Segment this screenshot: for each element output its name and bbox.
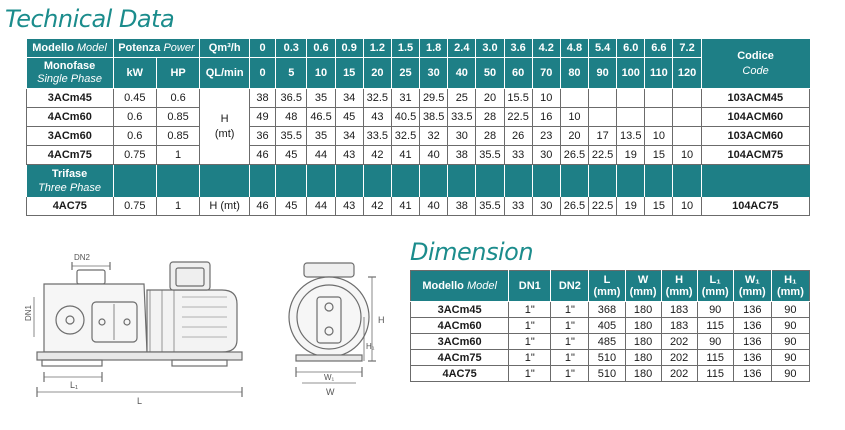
label-l: L	[137, 396, 143, 406]
head-value-cell: 48	[276, 108, 307, 127]
head-value-cell: 30	[532, 146, 560, 165]
dn2-cell: 1"	[551, 350, 589, 366]
head-value-cell: 35	[307, 127, 335, 146]
table-row	[27, 89, 810, 108]
flow-m3h-cell: 1.2	[363, 39, 391, 58]
head-value-cell	[617, 89, 645, 108]
hp-cell: 0.85	[156, 127, 199, 146]
head-value-cell: 28	[476, 127, 504, 146]
label-w: W	[326, 387, 335, 397]
flow-m3h-cell: 6.6	[645, 39, 673, 58]
dn1-cell: 1"	[509, 302, 551, 318]
head-value-cell: 19	[617, 197, 645, 216]
w-cell: 180	[625, 334, 661, 350]
head-value-cell: 44	[307, 197, 335, 216]
head-value-cell: 30	[448, 127, 476, 146]
head-value-cell: 41	[391, 197, 419, 216]
flow-m3h-cell: 3.0	[476, 39, 504, 58]
head-value-cell: 45	[335, 108, 363, 127]
dim-header-w: W (mm)	[625, 271, 661, 302]
head-value-cell	[673, 108, 701, 127]
dim-header-l1: L₁ (mm)	[697, 271, 733, 302]
model-cell: 4AC75	[411, 366, 509, 382]
flow-m3h-cell: 0.6	[307, 39, 335, 58]
flow-m3h-cell: 5.4	[589, 39, 617, 58]
w-cell: 180	[625, 318, 661, 334]
code-cell: 104AC75	[701, 197, 809, 216]
flow-m3h-cell: 0.3	[276, 39, 307, 58]
head-value-cell	[560, 89, 588, 108]
head-value-cell: 34	[335, 89, 363, 108]
h-cell: 183	[661, 302, 697, 318]
head-value-cell: 45	[276, 146, 307, 165]
dn1-cell: 1"	[509, 350, 551, 366]
header-qlmin: QL/min	[200, 58, 250, 89]
l1-cell: 115	[697, 366, 733, 382]
flow-lmin-cell: 100	[617, 58, 645, 89]
w-cell: 180	[625, 350, 661, 366]
model-cell: 4ACm75	[27, 146, 114, 165]
head-unit-cell	[200, 89, 250, 165]
kw-cell: 0.75	[113, 197, 156, 216]
head-value-cell: 42	[363, 146, 391, 165]
header-row-flow-lmin	[27, 58, 810, 89]
dn2-cell: 1"	[551, 318, 589, 334]
label-h: H	[378, 315, 385, 325]
code-cell: 103ACM60	[701, 127, 809, 146]
header-hp: HP	[156, 58, 199, 89]
label-dn1: DN1	[24, 304, 33, 321]
dim-header-w1: W₁ (mm)	[733, 271, 771, 302]
dim-header-h1: H₁ (mm)	[771, 271, 809, 302]
head-value-cell: 40.5	[391, 108, 419, 127]
header-three-phase: Trifase Three Phase	[27, 165, 114, 198]
h1-cell: 90	[771, 366, 809, 382]
table-row	[411, 334, 810, 350]
head-value-cell: 32.5	[391, 127, 419, 146]
dn1-cell: 1"	[509, 366, 551, 382]
l1-cell: 90	[697, 302, 733, 318]
hp-cell: 0.85	[156, 108, 199, 127]
l1-cell: 115	[697, 350, 733, 366]
dn1-cell: 1"	[509, 334, 551, 350]
head-value-cell: 46.5	[307, 108, 335, 127]
flow-m3h-cell: 6.0	[617, 39, 645, 58]
head-value-cell: 26.5	[560, 146, 588, 165]
head-value-cell: 10	[532, 89, 560, 108]
head-value-cell: 20	[476, 89, 504, 108]
dimension-title: Dimension	[410, 238, 534, 266]
hp-cell: 0.6	[156, 89, 199, 108]
model-cell: 3ACm60	[27, 127, 114, 146]
head-value-cell: 13.5	[617, 127, 645, 146]
model-cell: 4ACm60	[27, 108, 114, 127]
head-value-cell	[645, 89, 673, 108]
head-value-cell	[673, 89, 701, 108]
flow-lmin-cell: 0	[250, 58, 276, 89]
w1-cell: 136	[733, 318, 771, 334]
l-cell: 405	[589, 318, 625, 334]
kw-cell: 0.75	[113, 146, 156, 165]
header-row-flow-m3h	[27, 39, 810, 58]
dimension-header-row	[411, 271, 810, 302]
head-value-cell: 46	[250, 146, 276, 165]
head-value-cell: 33.5	[448, 108, 476, 127]
flow-lmin-cell: 110	[645, 58, 673, 89]
head-value-cell: 22.5	[589, 197, 617, 216]
header-power: Potenza Power	[113, 39, 200, 58]
head-value-cell: 22.5	[589, 146, 617, 165]
dn2-cell: 1"	[551, 302, 589, 318]
flow-lmin-cell: 120	[673, 58, 701, 89]
head-value-cell: 33.5	[363, 127, 391, 146]
head-value-cell: 30	[532, 197, 560, 216]
kw-cell: 0.6	[113, 127, 156, 146]
head-value-cell: 38.5	[420, 108, 448, 127]
code-cell: 104ACM60	[701, 108, 809, 127]
head-value-cell: 34	[335, 127, 363, 146]
header-code: Codice Code	[701, 39, 809, 89]
head-unit: (mt)	[214, 127, 235, 140]
label-l1: L₁	[70, 380, 79, 390]
flow-lmin-cell: 90	[589, 58, 617, 89]
code-cell: 103ACM45	[701, 89, 809, 108]
h1-cell: 90	[771, 318, 809, 334]
head-value-cell: 15.5	[504, 89, 532, 108]
w1-cell: 136	[733, 302, 771, 318]
head-value-cell: 35.5	[476, 197, 504, 216]
flow-m3h-cell: 0	[250, 39, 276, 58]
pump-front-view-drawing	[282, 257, 392, 407]
flow-lmin-cell: 50	[476, 58, 504, 89]
table-row	[411, 302, 810, 318]
head-value-cell: 17	[589, 127, 617, 146]
flow-lmin-cell: 25	[391, 58, 419, 89]
head-value-cell: 46	[250, 197, 276, 216]
head-value-cell: 43	[363, 108, 391, 127]
head-value-cell: 42	[363, 197, 391, 216]
head-value-cell: 45	[276, 197, 307, 216]
flow-lmin-cell: 60	[504, 58, 532, 89]
head-value-cell: 22.5	[504, 108, 532, 127]
dim-header-l: L (mm)	[589, 271, 625, 302]
head-value-cell: 32	[420, 127, 448, 146]
flow-lmin-cell: 15	[335, 58, 363, 89]
head-value-cell: 36.5	[276, 89, 307, 108]
label-w1: W₁	[324, 373, 335, 382]
table-row	[411, 350, 810, 366]
head-value-cell: 16	[532, 108, 560, 127]
flow-m3h-cell: 4.2	[532, 39, 560, 58]
flow-lmin-cell: 70	[532, 58, 560, 89]
head-value-cell: 19	[617, 146, 645, 165]
head-value-cell: 31	[391, 89, 419, 108]
table-row	[27, 127, 810, 146]
flow-lmin-cell: 80	[560, 58, 588, 89]
model-cell: 3ACm45	[27, 89, 114, 108]
head-value-cell: 38	[448, 197, 476, 216]
h-cell: 202	[661, 350, 697, 366]
head-value-cell: 35.5	[276, 127, 307, 146]
technical-data-title: Technical Data	[5, 5, 175, 33]
head-value-cell: 33	[504, 146, 532, 165]
head-value-cell: 44	[307, 146, 335, 165]
h1-cell: 90	[771, 334, 809, 350]
head-value-cell: 26.5	[560, 197, 588, 216]
flow-m3h-cell: 0.9	[335, 39, 363, 58]
dim-header-model: Modello Model	[411, 271, 509, 302]
l-cell: 368	[589, 302, 625, 318]
head-value-cell: 10	[673, 197, 701, 216]
pump-side-view-drawing	[22, 242, 267, 412]
table-row	[27, 197, 810, 216]
head-value-cell: 23	[532, 127, 560, 146]
dimension-table	[410, 270, 810, 382]
flow-m3h-cell: 1.8	[420, 39, 448, 58]
head-value-cell: 40	[420, 197, 448, 216]
head-value-cell: 10	[560, 108, 588, 127]
flow-m3h-cell: 3.6	[504, 39, 532, 58]
dim-header-dn1: DN1	[509, 271, 551, 302]
head-value-cell: 40	[420, 146, 448, 165]
hp-cell: 1	[156, 146, 199, 165]
head-value-cell: 20	[560, 127, 588, 146]
dn2-cell: 1"	[551, 366, 589, 382]
code-cell: 104ACM75	[701, 146, 809, 165]
h-cell: 202	[661, 366, 697, 382]
label-h1: H₁	[366, 342, 375, 351]
head-value-cell: 10	[673, 146, 701, 165]
flow-m3h-cell: 2.4	[448, 39, 476, 58]
head-value-cell	[645, 108, 673, 127]
model-cell: 4ACm75	[411, 350, 509, 366]
head-value-cell: 49	[250, 108, 276, 127]
dim-header-dn2: DN2	[551, 271, 589, 302]
head-value-cell: 25	[448, 89, 476, 108]
flow-lmin-cell: 30	[420, 58, 448, 89]
head-value-cell	[673, 127, 701, 146]
head-label: H	[220, 112, 229, 125]
head-value-cell: 38	[250, 89, 276, 108]
header-kw: kW	[113, 58, 156, 89]
header-qm3h: Qm³/h	[200, 39, 250, 58]
head-value-cell: 43	[335, 197, 363, 216]
flow-m3h-cell: 7.2	[673, 39, 701, 58]
head-value-cell: 26	[504, 127, 532, 146]
model-cell: 3ACm60	[411, 334, 509, 350]
head-value-cell: 43	[335, 146, 363, 165]
l-cell: 485	[589, 334, 625, 350]
header-single-phase: Monofase Single Phase	[27, 58, 114, 89]
h-cell: 183	[661, 318, 697, 334]
w1-cell: 136	[733, 366, 771, 382]
flow-lmin-cell: 20	[363, 58, 391, 89]
hp-cell: 1	[156, 197, 199, 216]
w1-cell: 136	[733, 350, 771, 366]
flow-lmin-cell: 5	[276, 58, 307, 89]
head-value-cell: 38	[448, 146, 476, 165]
table-row	[411, 318, 810, 334]
kw-cell: 0.6	[113, 108, 156, 127]
head-value-cell: 41	[391, 146, 419, 165]
flow-m3h-cell: 1.5	[391, 39, 419, 58]
label-dn2: DN2	[74, 253, 91, 262]
table-row	[27, 146, 810, 165]
l1-cell: 90	[697, 334, 733, 350]
kw-cell: 0.45	[113, 89, 156, 108]
dn2-cell: 1"	[551, 334, 589, 350]
head-value-cell: 33	[504, 197, 532, 216]
model-cell: 4ACm60	[411, 318, 509, 334]
table-row	[27, 108, 810, 127]
head-value-cell: 32.5	[363, 89, 391, 108]
head-value-cell: 35	[307, 89, 335, 108]
head-value-cell: 36	[250, 127, 276, 146]
l-cell: 510	[589, 350, 625, 366]
l-cell: 510	[589, 366, 625, 382]
dim-header-h: H (mm)	[661, 271, 697, 302]
flow-m3h-cell: 4.8	[560, 39, 588, 58]
head-value-cell	[589, 89, 617, 108]
technical-data-table	[26, 39, 810, 216]
w-cell: 180	[625, 302, 661, 318]
head-value-cell: 29.5	[420, 89, 448, 108]
dn1-cell: 1"	[509, 318, 551, 334]
three-phase-header-row	[27, 165, 810, 198]
table-row	[411, 366, 810, 382]
model-cell: 4AC75	[27, 197, 114, 216]
w-cell: 180	[625, 366, 661, 382]
head-value-cell	[617, 108, 645, 127]
model-cell: 3ACm45	[411, 302, 509, 318]
head-value-cell	[589, 108, 617, 127]
flow-lmin-cell: 40	[448, 58, 476, 89]
head-value-cell: 35.5	[476, 146, 504, 165]
head-value-cell: 15	[645, 197, 673, 216]
w1-cell: 136	[733, 334, 771, 350]
h-cell: 202	[661, 334, 697, 350]
head-unit-cell: H (mt)	[200, 197, 250, 216]
head-value-cell: 28	[476, 108, 504, 127]
h1-cell: 90	[771, 350, 809, 366]
l1-cell: 115	[697, 318, 733, 334]
head-value-cell: 15	[645, 146, 673, 165]
head-value-cell: 10	[645, 127, 673, 146]
flow-lmin-cell: 10	[307, 58, 335, 89]
header-model: Modello Model	[27, 39, 114, 58]
h1-cell: 90	[771, 302, 809, 318]
